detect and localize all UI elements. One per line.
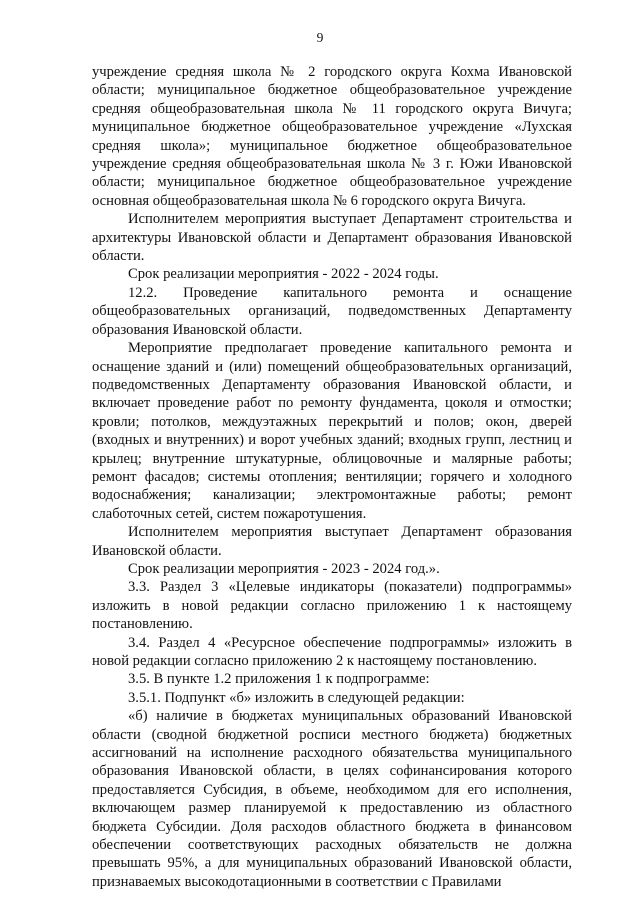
paragraph-term-2022-2024: Срок реализации мероприятия - 2022 - 2024 годы. [128, 266, 439, 283]
paragraph-activity-description: Мероприятие предполагает проведение капитального ремонта и оснащение зданий и (или) помещений общеобразовательных организаций, подведомственных Департаменту образования Ивановской области, и включает проведение работ по ремонту фундамента, цоколя и отмостки; кровли; потолков, междуэтажных перекрытий и полов; окон, дверей (входных и внутренних) и ворот учебных зданий; входных групп, лестниц и крылец; внутренние штукатурные, облицовочные и малярные работы; ремонт фасадов; системы отопления; вентиляции; горячего и холодного водоснабжения; канализации; электромонтажные работы; ремонт слаботочных сетей, систем пожаротушения. [92, 340, 572, 522]
page-number: 9 [316, 30, 324, 45]
paragraph-item-12-2: 12.2. Проведение капитального ремонта и оснащение общеобразовательных организаций, подведомственных Департаменту образования Ивановской области. [92, 284, 572, 338]
paragraph-item-3-5: 3.5. В пункте 1.2 приложения 1 к подпрограмме: [128, 671, 430, 688]
paragraph-term-2023-2024: Срок реализации мероприятия - 2023 - 2024 год.». [128, 560, 440, 577]
document-body [92, 63, 572, 891]
paragraph-schools-list: учреждение средняя школа № 2 городского округа Кохма Ивановской области; муниципальное бюджетное общеобразовательное учреждение средняя общеобразовательная школа № 11 городского округа Вичуга; муниципальное бюджетное общеобразовательное учреждение «Лухская средняя школа»; муниципальное бюджетное общеобразовательное учреждение средняя общеобразовательная школа № 3 г. Южи Ивановской области; муниципальное бюджетное общеобразовательное учреждение основная общеобразовательная школа № 6 городского округа Вичуга. [92, 64, 572, 209]
paragraph-item-3-3: 3.3. Раздел 3 «Целевые индикаторы (показатели) подпрограммы» изложить в новой редакции согласно приложению 1 к настоящему постановлению. [92, 579, 572, 633]
paragraph-item-3-5-1: 3.5.1. Подпункт «б» изложить в следующей редакции: [128, 689, 465, 706]
paragraph-executor-education: Исполнителем мероприятия выступает Департамент образования Ивановской области. [92, 524, 572, 559]
paragraph-executor-construction: Исполнителем мероприятия выступает Департамент строительства и архитектуры Ивановской области и Департамент образования Ивановской области. [92, 211, 572, 265]
paragraph-subitem-b: «б) наличие в бюджетах муниципальных образований Ивановской области (сводной бюджетной росписи местного бюджета) бюджетных ассигнований на исполнение расходного обязательства муниципального образования Ивановской области, в целях софинансирования которого предоставляется Субсидия, в объеме, необходимом для его исполнения, включающем размер планируемой к предоставлению из областного бюджета Субсидии. Доля расходов областного бюджета в финансовом обеспечении соответствующих расходных обязательств не должна превышать 95%, а для муниципальных образований Ивановской области, признаваемых высокодотационными в соответствии с Правилами [92, 708, 572, 890]
paragraph-item-3-4: 3.4. Раздел 4 «Ресурсное обеспечение подпрограммы» изложить в новой редакции согласно приложению 2 к настоящему постановлению. [92, 634, 572, 669]
